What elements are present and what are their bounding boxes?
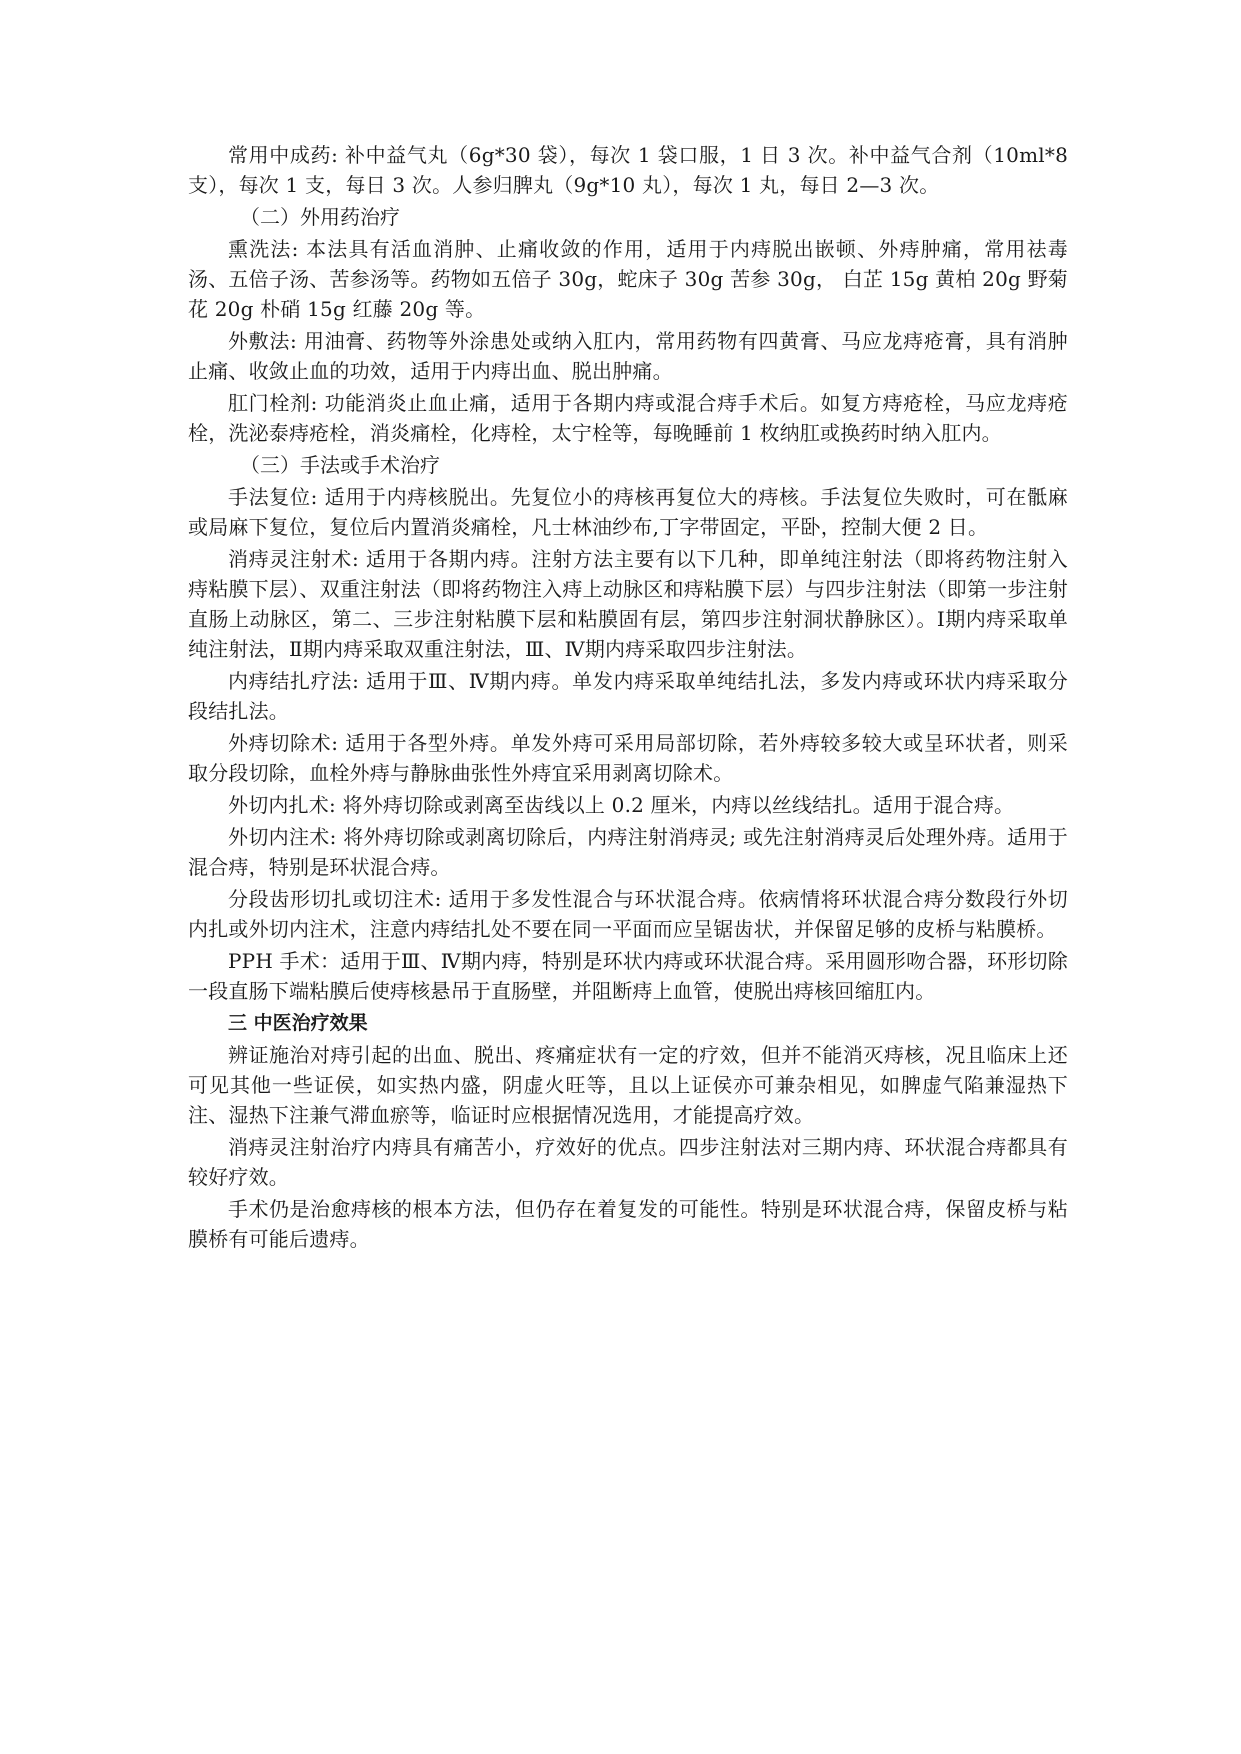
- subheading-external-treatment: （二）外用药治疗: [240, 205, 400, 229]
- subheading-manual-surgical-treatment: （三）手法或手术治疗: [240, 453, 440, 477]
- paragraph-chinese-patent-medicine: 常用中成药: 补中益气丸（6g*30 袋），每次 1 袋口服，1 日 3 次。补中益气合剂（10ml*8 支），每次 1 支，每日 3 次。人参归脾丸（9g*10 丸），每次 1 丸，每日 2—3 次。: [188, 143, 1068, 197]
- paragraph-syndrome-treatment: 辨证施治对痔引起的出血、脱出、疼痛症状有一定的疗效，但并不能消灭痔核，况且临床上还可见其他一些证侯，如实热内盛，阴虚火旺等，且以上证侯亦可兼杂相见，如脾虚气陷兼湿热下注、湿热下注兼气滞血瘀等，临证时应根据情况选用，才能提高疗效。: [188, 1043, 1068, 1127]
- paragraph-injection-therapy: 消痔灵注射术: 适用于各期内痔。注射方法主要有以下几种，即单纯注射法（即将药物注射入痔粘膜下层）、双重注射法（即将药物注入痔上动脉区和痔粘膜下层）与四步注射法（即第一步注射直肠上动脉区，第二、三步注射粘膜下层和粘膜固有层，第四步注射洞状静脉区）。Ⅰ期内痔采取单纯注射法，Ⅱ期内痔采取双重注射法，Ⅲ、Ⅳ期内痔采取四步注射法。: [188, 547, 1068, 661]
- paragraph-excision-injection: 外切内注术: 将外痔切除或剥离切除后，内痔注射消痔灵; 或先注射消痔灵后处理外痔。适用于混合痔，特别是环状混合痔。: [188, 825, 1068, 879]
- section-heading-tcm-effect: 三 中医治疗效果: [228, 1012, 368, 1034]
- paragraph-excision-ligation: 外切内扎术: 将外痔切除或剥离至齿线以上 0.2 厘米，内痔以丝线结扎。适用于混合痔。: [228, 793, 1015, 817]
- document-page: [188, 140, 1068, 1256]
- paragraph-surgery-effect: 手术仍是治愈痔核的根本方法，但仍存在着复发的可能性。特别是环状混合痔，保留皮桥与粘膜桥有可能后遗痔。: [188, 1197, 1068, 1251]
- paragraph-external-application: 外敷法: 用油膏、药物等外涂患处或纳入肛内，常用药物有四黄膏、马应龙痔疮膏，具有消肿止痛、收敛止血的功效，适用于内痔出血、脱出肿痛。: [188, 329, 1068, 383]
- paragraph-injection-effect: 消痔灵注射治疗内痔具有痛苦小，疗效好的优点。四步注射法对三期内痔、环状混合痔都具有较好疗效。: [188, 1135, 1068, 1189]
- paragraph-ligation-therapy: 内痔结扎疗法: 适用于Ⅲ、Ⅳ期内痔。单发内痔采取单纯结扎法，多发内痔或环状内痔采取分段结扎法。: [188, 669, 1068, 723]
- paragraph-fumigation-washing: 熏洗法: 本法具有活血消肿、止痛收敛的作用，适用于内痔脱出嵌顿、外痔肿痛，常用祛毒汤、五倍子汤、苦参汤等。药物如五倍子 30g，蛇床子 30g 苦参 30g， 白芷 15g 黄柏 20g 野菊花 20g 朴硝 15g 红藤 20g 等。: [188, 237, 1068, 321]
- paragraph-anal-suppository: 肛门栓剂: 功能消炎止血止痛，适用于各期内痔或混合痔手术后。如复方痔疮栓，马应龙痔疮栓，洗泌泰痔疮栓，消炎痛栓，化痔栓，太宁栓等，每晚睡前 1 枚纳肛或换药时纳入肛内。: [188, 391, 1068, 445]
- paragraph-segmental-excision: 分段齿形切扎或切注术: 适用于多发性混合与环状混合痔。依病情将环状混合痔分数段行外切内扎或外切内注术，注意内痔结扎处不要在同一平面而应呈锯齿状，并保留足够的皮桥与粘膜桥。: [188, 887, 1068, 941]
- paragraph-manual-reduction: 手法复位: 适用于内痔核脱出。先复位小的痔核再复位大的痔核。手法复位失败时，可在骶麻或局麻下复位，复位后内置消炎痛栓，凡士林油纱布,丁字带固定，平卧，控制大便 2 日。: [188, 485, 1068, 539]
- paragraph-pph-surgery: PPH 手术：适用于Ⅲ、Ⅳ期内痔，特别是环状内痔或环状混合痔。采用圆形吻合器，环形切除一段直肠下端粘膜后使痔核悬吊于直肠壁，并阻断痔上血管，使脱出痔核回缩肛内。: [188, 949, 1068, 1003]
- paragraph-external-excision: 外痔切除术: 适用于各型外痔。单发外痔可采用局部切除，若外痔较多较大或呈环状者，则采取分段切除，血栓外痔与静脉曲张性外痔宜采用剥离切除术。: [188, 731, 1068, 785]
